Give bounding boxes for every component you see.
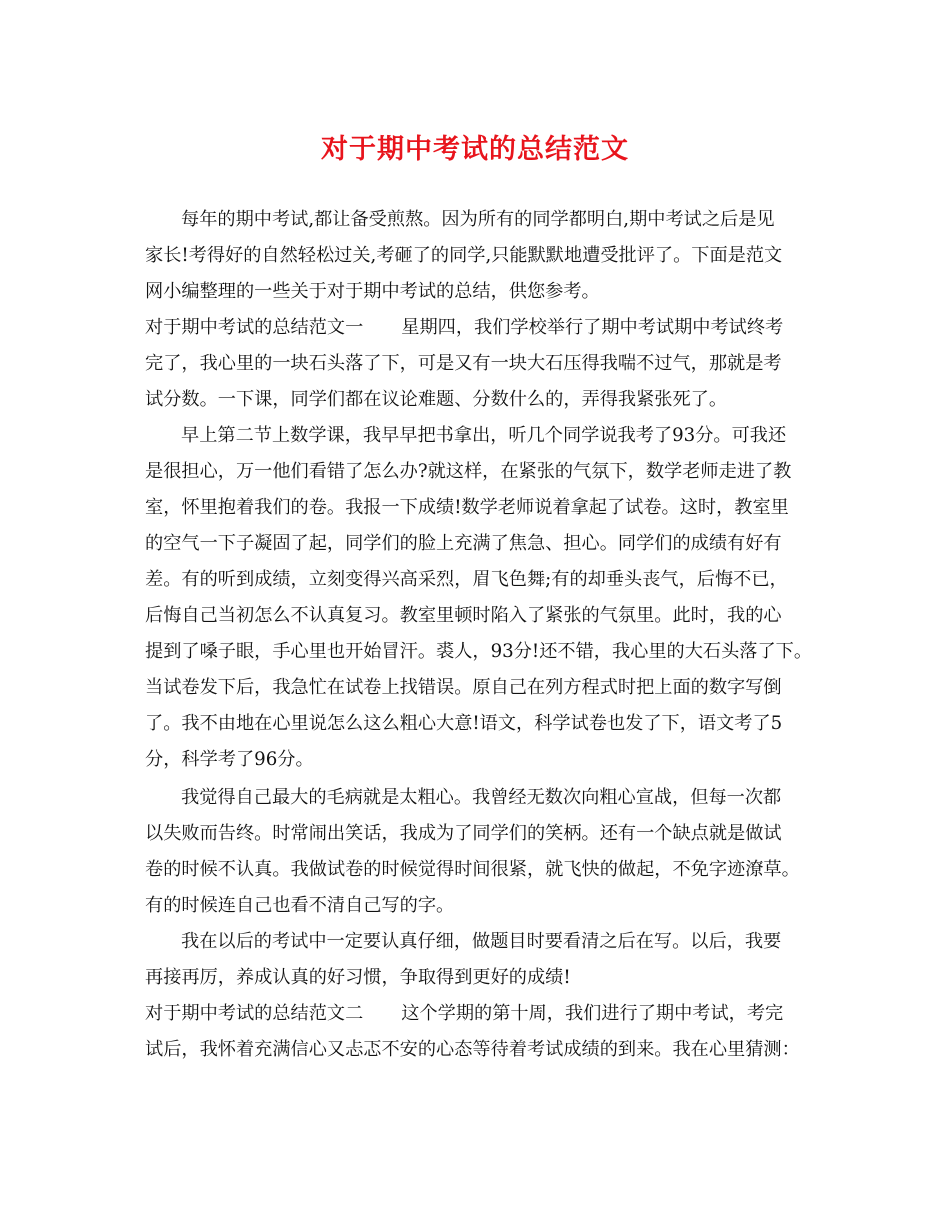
paragraph-text: 这个学期的第十周，我们进行了期中考试，考完	[401, 1003, 784, 1024]
paragraph-line: 完了，我心里的一块石头落了下，可是又有一块大石压得我喘不过气，那就是考	[145, 353, 782, 374]
paragraph-line: 以失败而告终。时常闹出笑话，我成为了同学们的笑柄。还有一个缺点就是做试	[145, 823, 782, 844]
paragraph-line: 室，怀里抱着我们的卷。我报一下成绩!数学老师说着拿起了试卷。这时，教室里	[145, 497, 789, 518]
paragraph-line: 我在以后的考试中一定要认真仔细，做题目时要看清之后在写。以后，我要	[181, 931, 782, 952]
paragraph-line: 差。有的听到成绩，立刻变得兴高采烈，眉飞色舞;有的却垂头丧气，后悔不已，	[145, 569, 788, 590]
paragraph-line: 再接再厉，养成认真的好习惯，争取得到更好的成绩!	[145, 967, 571, 988]
paragraph-text: 星期四，我们学校举行了期中考试期中考试终考	[401, 317, 784, 338]
paragraph-line: 了。我不由地在心里说怎么这么粗心大意!语文，科学试卷也发了下，语文考了5	[145, 713, 783, 734]
paragraph-line: 分，科学考了96分。	[145, 749, 314, 770]
paragraph-line: 试后，我怀着充满信心又忐忑不安的心态等待着考试成绩的到来。我在心里猜测：	[145, 1039, 800, 1060]
section-heading-line	[145, 1002, 783, 1026]
paragraph-line: 的空气一下子凝固了起，同学们的脸上充满了焦急、担心。同学们的成绩有好有	[145, 533, 782, 554]
paragraph-line: 试分数。一下课，同学们都在议论难题、分数什么的，弄得我紧张死了。	[145, 389, 728, 410]
paragraph-line: 提到了嗓子眼，手心里也开始冒汗。裘人，93分!还不错，我心里的大石头落了下。	[145, 641, 813, 662]
paragraph-line: 是很担心，万一他们看错了怎么办?就这样，在紧张的气氛下，数学老师走进了教	[145, 461, 792, 482]
paragraph-line: 卷的时候不认真。我做试卷的时候觉得时间很紧，就飞快的做起，不免字迹潦草。	[145, 859, 800, 880]
document-title: 对于期中考试的总结范文	[321, 134, 629, 165]
paragraph-line: 网小编整理的一些关于对于期中考试的总结，供您参考。	[145, 281, 600, 302]
paragraph-line: 有的时候连自己也看不清自己写的字。	[145, 895, 455, 916]
paragraph-line: 当试卷发下后，我急忙在试卷上找错误。原自己在列方程式时把上面的数字写倒	[145, 677, 782, 698]
section-heading-2: 对于期中考试的总结范文二	[145, 1003, 364, 1024]
paragraph-line: 后悔自己当初怎么不认真复习。教室里顿时陷入了紧张的气氛里。此时，我的心	[145, 605, 782, 626]
section-heading-line	[145, 316, 783, 340]
paragraph-line: 家长!考得好的自然轻松过关,考砸了的同学,只能默默地遭受批评了。下面是范文	[145, 245, 783, 266]
section-heading-1: 对于期中考试的总结范文一	[145, 317, 364, 338]
paragraph-line: 我觉得自己最大的毛病就是太粗心。我曾经无数次向粗心宣战，但每一次都	[181, 787, 782, 808]
paragraph-line: 早上第二节上数学课，我早早把书拿出，听几个同学说我考了93分。可我还	[181, 425, 787, 446]
paragraph-line: 每年的期中考试,都让备受煎熬。因为所有的同学都明白,期中考试之后是见	[181, 209, 775, 230]
